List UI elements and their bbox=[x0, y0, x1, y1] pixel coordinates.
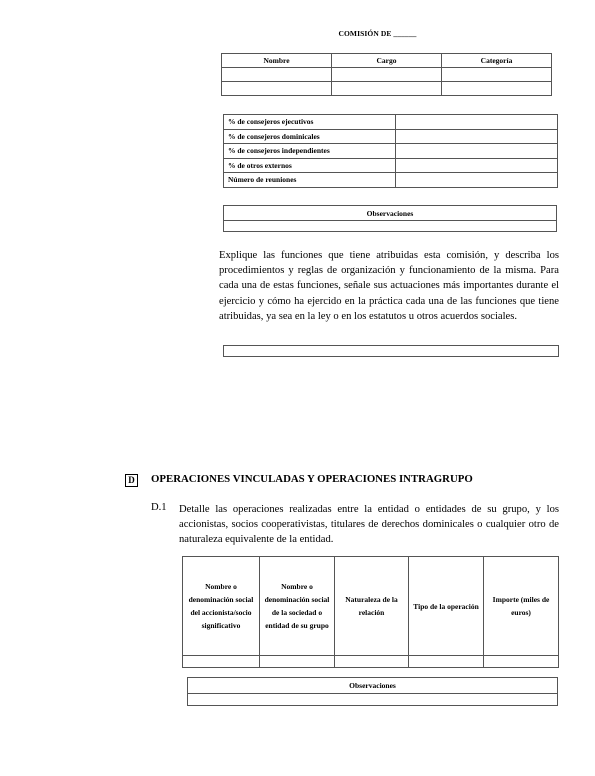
table-row bbox=[224, 115, 558, 130]
row-label: % de otros externos bbox=[224, 158, 396, 173]
table-cell[interactable] bbox=[409, 656, 484, 668]
table-header-row bbox=[222, 54, 552, 68]
observations-table-2 bbox=[187, 677, 558, 706]
row-label: % de consejeros dominicales bbox=[224, 129, 396, 144]
section-title: OPERACIONES VINCULADAS Y OPERACIONES INTRAGRUPO bbox=[151, 473, 473, 485]
operations-table bbox=[182, 556, 559, 668]
value-cell[interactable] bbox=[396, 144, 558, 159]
table-cell[interactable] bbox=[332, 68, 442, 82]
header-nombre: Nombre bbox=[222, 54, 332, 68]
observations-field[interactable] bbox=[224, 221, 557, 232]
table-header-row bbox=[183, 557, 559, 656]
observations-header: Observaciones bbox=[224, 206, 557, 221]
value-cell[interactable] bbox=[396, 173, 558, 188]
header-operation-type: Tipo de la operación bbox=[409, 557, 484, 656]
table-row bbox=[222, 82, 552, 96]
table-row bbox=[224, 144, 558, 159]
table-row bbox=[224, 158, 558, 173]
table-cell[interactable] bbox=[332, 82, 442, 96]
row-label: Número de reuniones bbox=[224, 173, 396, 188]
answer-field[interactable] bbox=[223, 345, 559, 357]
row-label: % de consejeros independientes bbox=[224, 144, 396, 159]
header-shareholder-name: Nombre o denominación social del accionista/socio significativo bbox=[183, 557, 260, 656]
header-group-entity-name: Nombre o denominación social de la sociedad o entidad de su grupo bbox=[260, 557, 335, 656]
row-label: % de consejeros ejecutivos bbox=[224, 115, 396, 130]
table-cell[interactable] bbox=[484, 656, 559, 668]
value-cell[interactable] bbox=[396, 115, 558, 130]
observations-header: Observaciones bbox=[188, 678, 558, 694]
header-cargo: Cargo bbox=[332, 54, 442, 68]
table-row bbox=[183, 656, 559, 668]
value-cell[interactable] bbox=[396, 129, 558, 144]
table-cell[interactable] bbox=[442, 68, 552, 82]
header-relation-nature: Naturaleza de la relación bbox=[335, 557, 409, 656]
observations-table bbox=[223, 205, 557, 232]
table-cell[interactable] bbox=[260, 656, 335, 668]
table-row bbox=[224, 129, 558, 144]
question-number: D.1 bbox=[151, 502, 167, 513]
members-table bbox=[221, 53, 552, 96]
value-cell[interactable] bbox=[396, 158, 558, 173]
commission-title: COMISIÓN DE ______ bbox=[338, 29, 417, 38]
table-cell[interactable] bbox=[183, 656, 260, 668]
table-cell[interactable] bbox=[442, 82, 552, 96]
instructions-paragraph: Explique las funciones que tiene atribuidas esta comisión, y describa los procedimientos y reglas de organización y funcionamiento de la misma. Para cada una de estas funciones, señale sus actuaciones más importantes durante el ejercicio y cómo ha ejercido en la práctica cada una de las funciones que tiene atribuidas, ya sea en la ley o en los estatutos u otros acuerdos sociales. bbox=[219, 250, 559, 322]
header-amount: Importe (miles de euros) bbox=[484, 557, 559, 656]
composition-table bbox=[223, 114, 558, 188]
header-categoria: Categoría bbox=[442, 54, 552, 68]
section-letter-box: D bbox=[125, 474, 138, 487]
table-row bbox=[222, 68, 552, 82]
table-cell[interactable] bbox=[222, 82, 332, 96]
table-cell[interactable] bbox=[222, 68, 332, 82]
observations-field[interactable] bbox=[188, 694, 558, 706]
table-row bbox=[224, 173, 558, 188]
table-cell[interactable] bbox=[335, 656, 409, 668]
question-text: Detalle las operaciones realizadas entre la entidad o entidades de su grupo, y los accionistas, socios cooperativistas, titulares de derechos dominicales o cualquier otro de naturaleza equivalente de la entidad. bbox=[179, 504, 559, 546]
